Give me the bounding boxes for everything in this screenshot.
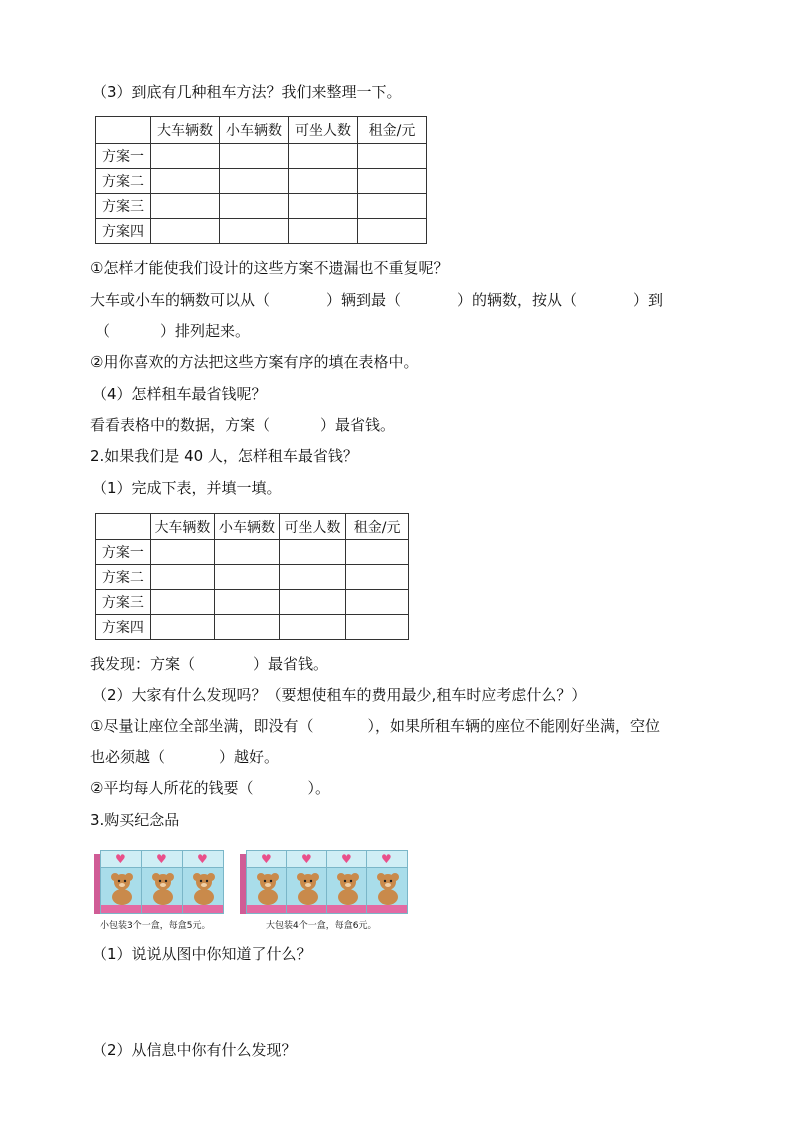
answer-cell[interactable] <box>150 590 215 615</box>
answer-cell[interactable] <box>358 219 427 244</box>
question-cheapest: （4）怎样租车最省钱呢？ <box>92 385 267 403</box>
teddy-bear-icon <box>108 871 136 905</box>
rental-plan-table-2 <box>95 513 409 640</box>
row-label: 方案三 <box>96 590 151 615</box>
table-row <box>96 194 427 219</box>
row-label: 方案三 <box>96 194 151 219</box>
answer-cell[interactable] <box>289 169 358 194</box>
heart-icon: ♥ <box>261 852 272 866</box>
answer-cell[interactable] <box>215 615 280 640</box>
teddy-bear-icon <box>254 871 282 905</box>
heart-icon: ♥ <box>381 852 392 866</box>
answer-cell[interactable] <box>346 540 409 565</box>
text: 我发现：方案（ <box>90 655 196 673</box>
heart-icon: ♥ <box>197 852 208 866</box>
table-header-cell: 租金/元 <box>346 514 409 540</box>
large-package-group <box>240 846 406 914</box>
answer-cell[interactable] <box>279 540 346 565</box>
table-header-row <box>96 117 427 144</box>
teddy-bear-box <box>182 850 224 914</box>
small-package-caption: 小包装3个一盒，每盒5元。 <box>100 921 211 931</box>
answer-cell[interactable] <box>220 194 289 219</box>
finding-line <box>90 654 328 674</box>
text: ）辆到最（ <box>326 291 402 309</box>
table-row <box>96 219 427 244</box>
heart-icon: ♥ <box>115 852 126 866</box>
answer-cell[interactable] <box>279 615 346 640</box>
problem3-q2: （2）从信息中你有什么发现？ <box>92 1041 297 1059</box>
problem3-title: 3.购买纪念品 <box>90 811 180 829</box>
heart-icon: ♥ <box>156 852 167 866</box>
rental-plan-table-1 <box>95 116 427 244</box>
table-row <box>96 144 427 169</box>
text: ①尽量让座位全部坐满，即没有（ <box>90 717 314 735</box>
teddy-bear-icon <box>334 871 362 905</box>
text: ）越好。 <box>219 748 280 766</box>
table-row <box>96 590 409 615</box>
table-header-cell <box>96 514 151 540</box>
text: 大车或小车的辆数可以从（ <box>90 291 271 309</box>
text: ）。 <box>307 779 330 797</box>
answer-cell[interactable] <box>279 565 346 590</box>
row-label: 方案四 <box>96 219 151 244</box>
table-header-cell <box>96 117 151 144</box>
answer-cell[interactable] <box>289 144 358 169</box>
text: ），如果所租车辆的座位不能刚好坐满，空位 <box>367 717 660 735</box>
fill-line-average-cost <box>90 778 330 798</box>
text: （ <box>95 322 111 340</box>
large-package-caption: 大包装4个一盒，每盒6元。 <box>266 921 377 931</box>
text: ）最省钱。 <box>320 416 396 434</box>
table-header-cell: 可坐人数 <box>289 117 358 144</box>
answer-cell[interactable] <box>346 565 409 590</box>
table-header-cell: 大车辆数 <box>151 117 220 144</box>
answer-cell[interactable] <box>151 219 220 244</box>
teddy-bear-icon <box>190 871 218 905</box>
fill-line-cheapest-plan <box>90 415 395 435</box>
answer-cell[interactable] <box>150 565 215 590</box>
answer-cell[interactable] <box>220 219 289 244</box>
answer-cell[interactable] <box>358 194 427 219</box>
table-header-cell: 小车辆数 <box>215 514 280 540</box>
question-no-omission: ①怎样才能使我们设计的这些方案不遗漏也不重复呢？ <box>90 259 449 277</box>
table-header-cell: 租金/元 <box>358 117 427 144</box>
text: ）的辆数，按从（ <box>457 291 578 309</box>
fill-line-empty-seats <box>90 716 660 736</box>
answer-cell[interactable] <box>289 219 358 244</box>
text: ）最省钱。 <box>253 655 329 673</box>
answer-cell[interactable] <box>150 540 215 565</box>
table-row <box>96 565 409 590</box>
answer-cell[interactable] <box>346 615 409 640</box>
row-label: 方案一 <box>96 144 151 169</box>
text: 也必须越（ <box>90 748 166 766</box>
text: ）排列起来。 <box>160 322 251 340</box>
text: ②平均每人所花的钱要（ <box>90 779 254 797</box>
answer-cell[interactable] <box>215 590 280 615</box>
teddy-bear-box <box>286 850 328 914</box>
table-header-cell: 小车辆数 <box>220 117 289 144</box>
section3-heading: （3）到底有几种租车方法？我们来整理一下。 <box>92 83 402 101</box>
instruction-fill-table: ②用你喜欢的方法把这些方案有序的填在表格中。 <box>90 353 419 371</box>
row-label: 方案二 <box>96 169 151 194</box>
row-label: 方案四 <box>96 615 151 640</box>
fill-line-fewer <box>90 747 279 767</box>
teddy-bear-icon <box>149 871 177 905</box>
answer-cell[interactable] <box>279 590 346 615</box>
answer-cell[interactable] <box>289 194 358 219</box>
answer-cell[interactable] <box>358 169 427 194</box>
answer-cell[interactable] <box>151 169 220 194</box>
table-header-cell: 可坐人数 <box>279 514 346 540</box>
text: ）到 <box>633 291 664 309</box>
teddy-bear-box <box>366 850 408 914</box>
problem3-q1: （1）说说从图中你知道了什么？ <box>92 945 312 963</box>
fill-line-order <box>90 290 663 310</box>
answer-cell[interactable] <box>346 590 409 615</box>
answer-cell[interactable] <box>220 169 289 194</box>
problem2-title: 2.如果我们是 40 人，怎样租车最省钱？ <box>90 447 358 465</box>
teddy-bear-icon <box>374 871 402 905</box>
teddy-bear-icon <box>294 871 322 905</box>
heart-icon: ♥ <box>341 852 352 866</box>
table-header-row <box>96 514 409 540</box>
answer-cell[interactable] <box>215 540 280 565</box>
text: 看看表格中的数据，方案（ <box>90 416 271 434</box>
teddy-bear-box <box>326 850 368 914</box>
answer-cell[interactable] <box>215 565 280 590</box>
row-label: 方案一 <box>96 540 151 565</box>
answer-cell[interactable] <box>220 144 289 169</box>
answer-cell[interactable] <box>150 615 215 640</box>
heart-icon: ♥ <box>301 852 312 866</box>
table-row <box>96 615 409 640</box>
answer-cell[interactable] <box>151 194 220 219</box>
teddy-bear-box <box>246 850 288 914</box>
row-label: 方案二 <box>96 565 151 590</box>
table-header-cell: 大车辆数 <box>150 514 215 540</box>
table-row <box>96 540 409 565</box>
teddy-bear-box <box>141 850 183 914</box>
table-row <box>96 169 427 194</box>
teddy-bear-box <box>100 850 142 914</box>
problem2-sub2: （2）大家有什么发现吗？（要想使租车的费用最少,租车时应考虑什么？） <box>92 686 587 704</box>
answer-cell[interactable] <box>151 144 220 169</box>
answer-cell[interactable] <box>358 144 427 169</box>
problem2-sub1: （1）完成下表，并填一填。 <box>92 479 282 497</box>
fill-line-arrange <box>95 321 250 341</box>
small-package-group <box>94 846 218 914</box>
